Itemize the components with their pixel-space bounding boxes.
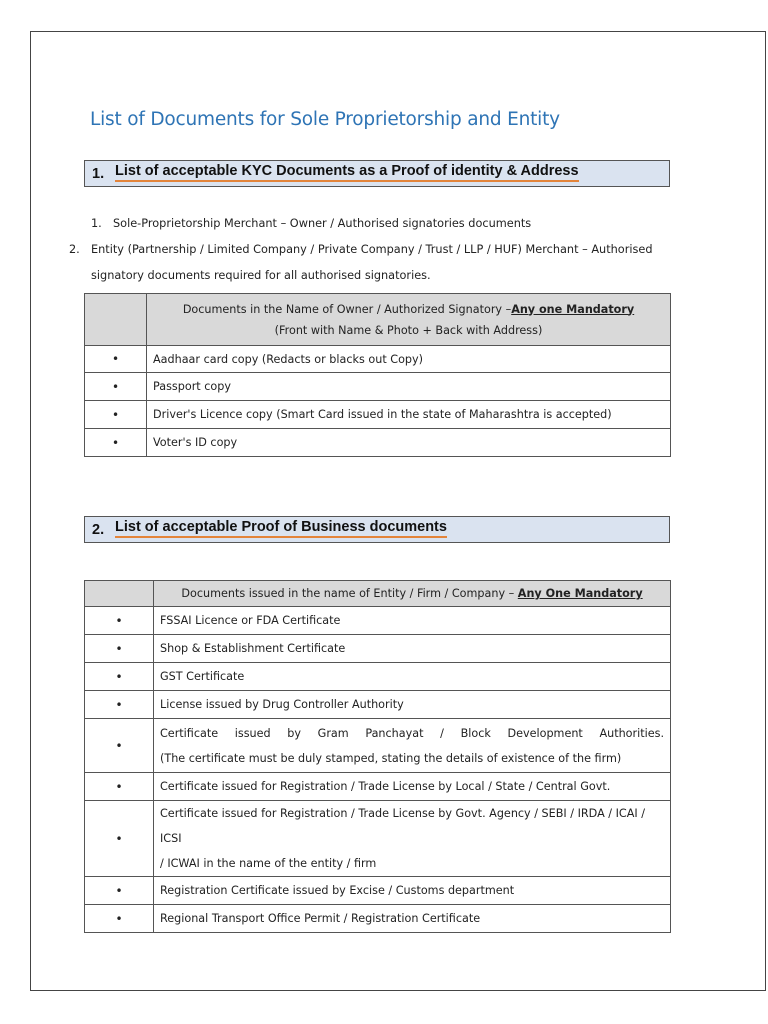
cell-line: / ICWAI in the name of the entity / firm <box>160 857 377 870</box>
section-1-number: 1. <box>92 166 105 182</box>
bullet-icon: • <box>85 773 154 801</box>
mandatory-label: Any One Mandatory <box>517 587 643 600</box>
table-row <box>85 719 671 773</box>
kyc-documents-table <box>84 293 671 457</box>
cell-line: (The certificate must be duly stamped, stating the details of existence of the firm) <box>160 751 622 765</box>
table-row <box>85 346 671 373</box>
table-row <box>85 429 671 457</box>
bullet-icon: • <box>85 719 154 773</box>
bullet-icon: • <box>85 905 154 933</box>
table-row <box>85 691 671 719</box>
table-cell: Regional Transport Office Permit / Registration Certificate <box>154 905 671 933</box>
list-item-number: 2. <box>69 243 80 256</box>
table-cell: Certificate issued for Registration / Trade License by Local / State / Central Govt. <box>154 773 671 801</box>
table-cell: GST Certificate <box>154 663 671 691</box>
header-subtext: (Front with Name & Photo + Back with Address) <box>274 323 543 337</box>
list-item-text: Entity (Partnership / Limited Company / Private Company / Trust / LLP / HUF) Merchant – Authorised signatory documents required for all authorised signatories. <box>91 243 653 282</box>
header-empty-cell <box>85 581 154 607</box>
document-title: List of Documents for Sole Proprietorship and Entity <box>90 109 560 130</box>
bullet-icon: • <box>85 691 154 719</box>
table-cell: Passport copy <box>147 373 671 401</box>
table-cell: License issued by Drug Controller Authority <box>154 691 671 719</box>
table-cell: Shop & Establishment Certificate <box>154 635 671 663</box>
bullet-icon: • <box>85 635 154 663</box>
table-row <box>85 773 671 801</box>
business-documents-table <box>84 580 671 933</box>
list-item <box>69 237 681 289</box>
list-item <box>91 211 681 237</box>
cell-line: Certificate issued by Gram Panchayat / Block Development Authorities. <box>160 726 664 740</box>
table-row <box>85 801 671 877</box>
table-row <box>85 607 671 635</box>
bullet-icon: • <box>85 373 147 401</box>
bullet-icon: • <box>85 607 154 635</box>
table-header-row <box>85 581 671 607</box>
bullet-icon: • <box>85 877 154 905</box>
section-2-heading: List of acceptable Proof of Business documents <box>115 519 447 538</box>
table-row <box>85 401 671 429</box>
table-row <box>85 635 671 663</box>
bullet-icon: • <box>85 801 154 877</box>
table-cell <box>154 719 671 773</box>
bullet-icon: • <box>85 663 154 691</box>
header-empty-cell <box>85 294 147 346</box>
table-header-cell <box>154 581 671 607</box>
table-row <box>85 905 671 933</box>
table-header-row <box>85 294 671 346</box>
section-2-heading-box <box>84 516 670 543</box>
table-cell: Voter's ID copy <box>147 429 671 457</box>
list-item-text: Sole-Proprietorship Merchant – Owner / Authorised signatories documents <box>113 217 532 230</box>
mandatory-label: Any one Mandatory <box>511 302 635 316</box>
table-row <box>85 663 671 691</box>
bullet-icon: • <box>85 346 147 373</box>
table-cell: Registration Certificate issued by Excise / Customs department <box>154 877 671 905</box>
table-header-cell <box>147 294 671 346</box>
table-cell: Aadhaar card copy (Redacts or blacks out Copy) <box>147 346 671 373</box>
cell-line: Certificate issued for Registration / Trade License by Govt. Agency / SEBI / IRDA / ICAI / ICSI <box>160 807 645 845</box>
list-item-number: 1. <box>91 217 102 230</box>
table-row <box>85 373 671 401</box>
section-1-heading-box <box>84 160 670 187</box>
section-1-point-list <box>69 211 681 289</box>
header-text: Documents issued in the name of Entity / Firm / Company – <box>181 587 518 600</box>
table-cell <box>154 801 671 877</box>
table-cell: FSSAI Licence or FDA Certificate <box>154 607 671 635</box>
table-cell: Driver's Licence copy (Smart Card issued in the state of Maharashtra is accepted) <box>147 401 671 429</box>
bullet-icon: • <box>85 401 147 429</box>
header-text: Documents in the Name of Owner / Authorized Signatory – <box>182 302 512 316</box>
section-2-number: 2. <box>92 522 105 538</box>
bullet-icon: • <box>85 429 147 457</box>
table-row <box>85 877 671 905</box>
section-1-heading: List of acceptable KYC Documents as a Proof of identity & Address <box>115 163 579 182</box>
